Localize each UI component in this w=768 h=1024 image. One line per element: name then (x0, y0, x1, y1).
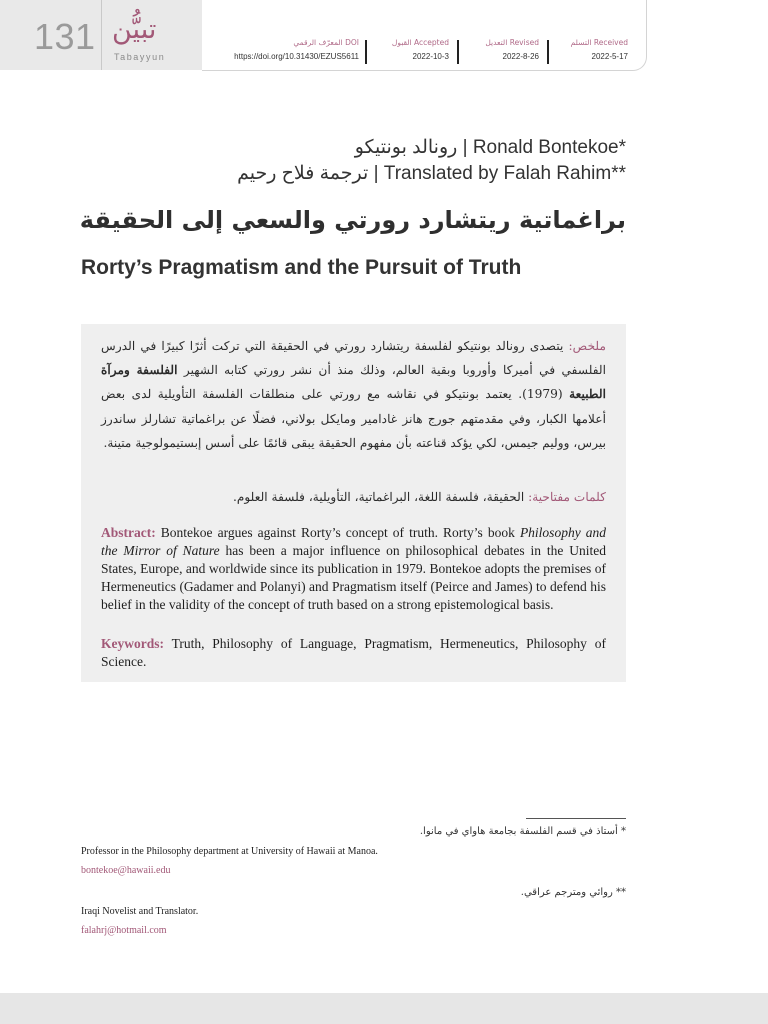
keywords-en-label: Keywords: (101, 636, 164, 651)
meta-separator (547, 40, 549, 64)
footnote-rule (526, 818, 626, 819)
logo-arabic: تبيُّن (112, 14, 157, 45)
footnote-en: Professor in the Philosophy department at University of Hawaii at Manoa. (81, 846, 378, 857)
keywords-english (101, 635, 606, 671)
meta-revised (459, 38, 539, 64)
keywords-ar-label: كلمات مفتاحية: (528, 490, 606, 504)
header-divider (101, 0, 102, 70)
abstract-en-book: Philosophy and the Mirror of Nature (101, 525, 606, 558)
translator-line: ترجمة فلاح رحيم | Translated by Falah Rahim** (237, 163, 626, 184)
keywords-arabic (101, 490, 606, 504)
footnote-en: Iraqi Novelist and Translator. (81, 906, 199, 917)
abstract-ar-text: يتصدى رونالد بونتيكو لفلسفة ريتشارد رورتي في الحقيقة التي تركت أثرًا كبيرًا في الدرس الفلسفي في أميركا وأوروبا وبقية العالم، وذلك منذ أن نشر رورتي كتابه الشهير (101, 339, 606, 378)
footnote-email[interactable]: falahrj@hotmail.com (81, 925, 167, 936)
meta-label: التسلم Received (570, 38, 628, 47)
author-line: رونالد بونتيكو | Ronald Bontekoe* (354, 137, 626, 158)
meta-separator (365, 40, 367, 64)
abstract-ar-book: الفلسفة ومرآة الطبيعة (101, 363, 606, 402)
abstract-box (81, 324, 626, 682)
logo-latin: Tabayyun (114, 52, 166, 62)
meta-received (542, 38, 628, 64)
footer-band (0, 993, 768, 1024)
article-dates-bar (202, 0, 647, 71)
keywords-en-text: Truth, Philosophy of Language, Pragmatism, Hermeneutics, Philosophy of Science. (101, 636, 606, 669)
meta-doi (209, 38, 359, 64)
meta-value: 2022-10-3 (412, 52, 449, 61)
footnote-ar: * أستاذ في قسم الفلسفة بجامعة هاواي في مانوا. (419, 826, 626, 837)
abstract-en-text: Bontekoe argues against Rorty’s concept of truth. Rorty’s book (155, 525, 520, 540)
keywords-ar-text: الحقيقة، فلسفة اللغة، البراغماتية، التأويلية، فلسفة العلوم. (232, 490, 529, 504)
footnote-ar: ** روائي ومترجم عراقي. (520, 887, 626, 898)
meta-label: التعديل Revised (485, 38, 539, 47)
abstract-english (101, 524, 606, 614)
meta-separator (457, 40, 459, 64)
meta-accepted (363, 38, 449, 64)
abstract-ar-label: ملخص: (568, 339, 606, 353)
abstract-en-label: Abstract: (101, 525, 156, 540)
abstract-arabic (101, 334, 606, 455)
abstract-ar-text: (1979). يعتمد بونتيكو في نقاشه مع رورتي على منطلقات الفلسفة التأويلية لدى بعض أعلامها الكبار، وفي مقدمتهم جورج هانز غادامير ومايكل بولاني، فضلًا عن براغماتية تشارلز ساندرز بيرس، ووليم جيمس، لكي يؤكد قناعته بأن مفهوم الحقيقة يبقى قائمًا على أسس إبستيمولوجية متينة. (101, 387, 606, 450)
title-english: Rorty’s Pragmatism and the Pursuit of Truth (81, 256, 522, 279)
meta-value: 2022-5-17 (591, 52, 628, 61)
doi-link[interactable]: https://doi.org/10.31430/EZUS5611 (234, 52, 359, 61)
meta-label: المعرّف الرقمي DOI (293, 38, 359, 47)
meta-label: القبول Accepted (391, 38, 449, 47)
meta-value: 2022-8-26 (502, 52, 539, 61)
journal-logo (108, 12, 198, 64)
page-number: 131 (34, 16, 96, 57)
footnote-email[interactable]: bontekoe@hawaii.edu (81, 865, 171, 876)
title-arabic: براغماتية ريتشارد رورتي والسعي إلى الحقيقة (79, 206, 626, 234)
abstract-en-text: has been a major influence on philosophical debates in the United States, Europe, and worldwide since its publication in 1979. Bontekoe adopts the premises of Hermeneutics (Gadamer and Polanyi) and Pragmatism itself (Peirce and James) to defend his belief in the validity of the concept of truth based on a strong epistemological basis. (101, 543, 607, 612)
